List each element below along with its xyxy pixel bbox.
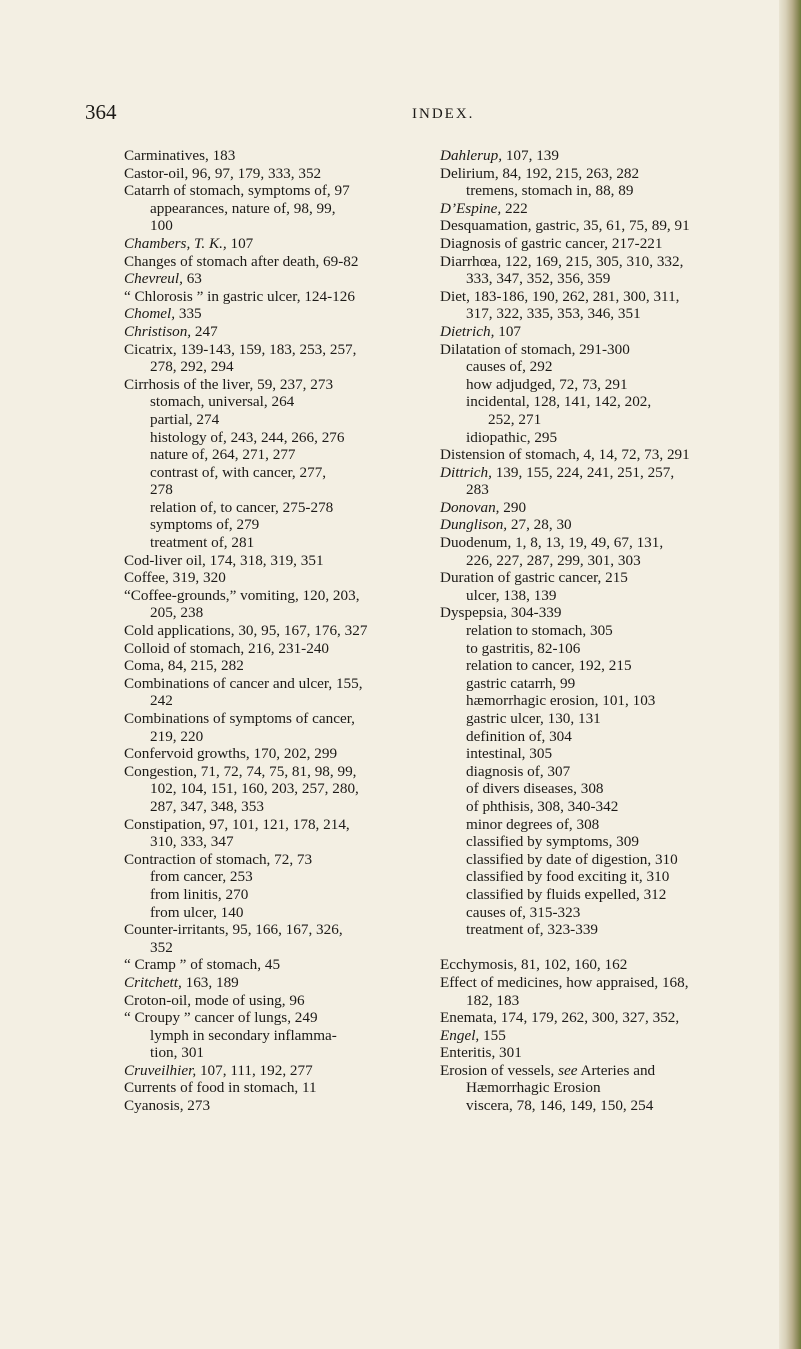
index-entry-text: Diagnosis of gastric cancer, 217-221 <box>440 234 663 252</box>
index-entry-text: Changes of stomach after death, 69-82 <box>124 252 359 270</box>
index-entry-text: 182, 183 <box>466 991 520 1009</box>
index-entry-text: idiopathic, 295 <box>466 428 558 446</box>
index-subentry <box>124 393 424 411</box>
index-subentry <box>440 1079 770 1097</box>
index-entry-text: 219, 220 <box>150 727 204 745</box>
index-entry-text: Delirium, 84, 192, 215, 263, 282 <box>440 164 640 182</box>
index-entry-text: 107, 139 <box>502 147 559 164</box>
index-entry <box>124 587 424 605</box>
index-subentry <box>440 921 770 939</box>
index-subentry <box>440 1097 770 1115</box>
index-entry-text: nature of, 264, 271, 277 <box>150 446 296 464</box>
index-entry <box>440 499 770 517</box>
index-entry-text: 107 <box>226 234 254 252</box>
index-entry <box>124 763 424 781</box>
index-entry <box>440 516 770 534</box>
index-entry-text: 139, 155, 224, 241, 251, 257, <box>491 463 675 481</box>
index-subentry <box>124 939 424 957</box>
index-entry <box>124 323 424 341</box>
index-subentry <box>440 393 770 411</box>
index-entry-text: minor degrees of, 308 <box>466 815 600 833</box>
index-entry-text: incidental, 128, 141, 142, 202, <box>466 393 652 411</box>
index-entry <box>124 851 424 869</box>
index-entry <box>124 675 424 693</box>
index-author-name: Engel, <box>440 1026 480 1044</box>
index-author-name: Dahlerup, <box>440 147 503 164</box>
index-author-name: Chevreul, <box>124 270 183 288</box>
index-entry-text: gastric catarrh, 99 <box>466 674 576 692</box>
index-entry-text: 310, 333, 347 <box>150 833 234 851</box>
index-entry-text: Constipation, 97, 101, 121, 178, 214, <box>124 815 350 833</box>
page-edge-shadow <box>779 0 801 1349</box>
index-entry-text: of phthisis, 308, 340-342 <box>466 797 619 815</box>
index-entry <box>124 1097 424 1115</box>
index-entry-text: 335 <box>175 305 202 323</box>
index-entry-text: treatment of, 281 <box>150 534 255 552</box>
index-entry <box>124 165 424 183</box>
index-author-name: Chomel, <box>124 305 176 323</box>
index-entry <box>124 182 424 200</box>
index-entry <box>124 305 424 323</box>
index-entry <box>440 1044 770 1062</box>
page-number: 364 <box>85 100 117 124</box>
index-entry-text: diagnosis of, 307 <box>466 762 571 780</box>
index-entry-text: from cancer, 253 <box>150 868 253 886</box>
index-subentry <box>124 534 424 552</box>
index-entry-text: to gastritis, 82-106 <box>466 639 581 657</box>
index-entry-text: 333, 347, 352, 356, 359 <box>466 270 611 288</box>
index-subentry <box>440 798 770 816</box>
index-subentry <box>124 481 424 499</box>
index-entry-text: Currents of food in stomach, 11 <box>124 1079 317 1097</box>
index-entry-text: Effect of medicines, how appraised, 168, <box>440 973 689 991</box>
index-entry <box>440 217 770 235</box>
index-subentry <box>124 868 424 886</box>
index-entry <box>440 147 770 165</box>
index-entry <box>124 569 424 587</box>
index-entry-text: classified by date of digestion, 310 <box>466 850 678 868</box>
index-entry <box>124 992 424 1010</box>
index-entry <box>124 1009 424 1027</box>
index-subentry <box>440 640 770 658</box>
index-subentry <box>124 904 424 922</box>
index-entry-text: Combinations of cancer and ulcer, 155, <box>124 674 363 692</box>
index-subentry <box>440 780 770 798</box>
index-subentry <box>124 358 424 376</box>
index-entry-text: 155 <box>479 1026 506 1044</box>
index-entry-text: Coffee, 319, 320 <box>124 569 226 587</box>
index-entry-text: partial, 274 <box>150 410 220 428</box>
index-entry-text: 242 <box>150 692 173 710</box>
index-entry-text: histology of, 243, 244, 266, 276 <box>150 428 345 446</box>
index-entry-text: appearances, nature of, 98, 99, <box>150 199 336 217</box>
index-entry <box>440 288 770 306</box>
index-entry <box>440 974 770 992</box>
index-entry-text: tremens, stomach in, 88, 89 <box>466 182 634 200</box>
index-subentry <box>440 622 770 640</box>
index-entry-text: Counter-irritants, 95, 166, 167, 326, <box>124 921 343 939</box>
index-subentry <box>124 780 424 798</box>
index-entry-text: Diarrhœa, 122, 169, 215, 305, 310, 332, <box>440 252 684 270</box>
index-entry-text: “ Chlorosis ” in gastric ulcer, 124-126 <box>124 287 355 305</box>
index-subentry <box>124 692 424 710</box>
index-subentry <box>440 429 770 447</box>
index-entry-text: Congestion, 71, 72, 74, 75, 81, 98, 99, <box>124 762 357 780</box>
index-entry-text: 205, 238 <box>150 604 204 622</box>
index-entry <box>440 1027 770 1045</box>
index-entry-text: from linitis, 270 <box>150 885 249 903</box>
index-entry-text: Coma, 84, 215, 282 <box>124 657 244 675</box>
index-subentry <box>124 429 424 447</box>
index-entry-text: 163, 189 <box>181 973 239 991</box>
index-subentry <box>124 1044 424 1062</box>
index-entry-text: Duration of gastric cancer, 215 <box>440 569 628 587</box>
index-subentry <box>124 200 424 218</box>
index-entry <box>124 640 424 658</box>
index-entry-text: gastric ulcer, 130, 131 <box>466 710 601 727</box>
index-subentry <box>440 481 770 499</box>
index-subentry <box>440 833 770 851</box>
index-entry <box>124 921 424 939</box>
index-entry-text: lymph in secondary inflamma- <box>150 1026 337 1044</box>
index-author-name: D’Espine, <box>440 199 502 217</box>
index-entry <box>440 464 770 482</box>
index-entry <box>124 552 424 570</box>
index-subentry <box>440 904 770 922</box>
index-entry <box>440 446 770 464</box>
index-entry <box>440 165 770 183</box>
index-subentry <box>440 692 770 710</box>
index-subentry <box>124 1027 424 1045</box>
index-entry-text: 278, 292, 294 <box>150 358 234 376</box>
index-entry <box>440 569 770 587</box>
index-entry-text: how adjudged, 72, 73, 291 <box>466 375 628 393</box>
index-entry-text: Croton-oil, mode of using, 96 <box>124 991 305 1009</box>
index-subentry <box>440 552 770 570</box>
index-entry-text: Colloid of stomach, 216, 231-240 <box>124 639 330 657</box>
index-subentry <box>124 464 424 482</box>
index-entry-text: Cyanosis, 273 <box>124 1097 211 1115</box>
index-entry-text: Dyspepsia, 304-339 <box>440 604 562 622</box>
index-entry-text: 287, 347, 348, 353 <box>150 797 264 815</box>
index-entry-text: Cicatrix, 139-143, 159, 183, 253, 257, <box>124 340 357 358</box>
index-author-name: Donovan, <box>440 498 500 516</box>
running-header: INDEX. <box>412 106 475 122</box>
index-subentry <box>440 728 770 746</box>
index-entry-text: 222 <box>501 199 528 217</box>
index-entry <box>440 323 770 341</box>
index-entry-text: stomach, universal, 264 <box>150 393 295 411</box>
index-subentry <box>440 763 770 781</box>
index-see-reference: see <box>558 1061 578 1079</box>
index-entry-text: 226, 227, 287, 299, 301, 303 <box>466 551 641 569</box>
index-entry <box>440 604 770 622</box>
index-author-name: Cruveilhier, <box>124 1061 197 1079</box>
index-subentry <box>124 217 424 235</box>
index-entry-text: 247 <box>191 322 218 340</box>
index-entry-text: relation to stomach, 305 <box>466 622 613 640</box>
index-entry-text: relation to cancer, 192, 215 <box>466 657 632 675</box>
index-entry-text: 278 <box>150 481 173 499</box>
index-subentry <box>124 499 424 517</box>
index-entry-text: 102, 104, 151, 160, 203, 257, 280, <box>150 780 359 798</box>
index-subentry <box>124 516 424 534</box>
index-entry-text: Carminatives, 183 <box>124 147 236 164</box>
index-entry <box>124 235 424 253</box>
index-entry-text: Cod-liver oil, 174, 318, 319, 351 <box>124 551 324 569</box>
index-subentry <box>440 587 770 605</box>
index-subentry <box>124 604 424 622</box>
index-entry-text: causes of, 315-323 <box>466 903 581 921</box>
index-subentry <box>440 270 770 288</box>
index-subentry <box>440 851 770 869</box>
index-subentry <box>124 833 424 851</box>
index-subentry <box>440 992 770 1010</box>
index-entry-text: of divers diseases, 308 <box>466 780 604 798</box>
index-entry <box>124 657 424 675</box>
index-entry-text: Contraction of stomach, 72, 73 <box>124 850 313 868</box>
index-entry-text: Enemata, 174, 179, 262, 300, 327, 352, <box>440 1009 680 1027</box>
index-subentry <box>440 745 770 763</box>
index-entry-text: Duodenum, 1, 8, 13, 19, 49, 67, 131, <box>440 534 664 552</box>
index-subentry <box>440 710 770 728</box>
index-author-name: Chambers, T. K., <box>124 234 227 252</box>
index-entry <box>124 1062 424 1080</box>
index-entry <box>440 1062 770 1080</box>
index-subentry <box>440 358 770 376</box>
index-entry-text: Hæmorrhagic Erosion <box>466 1079 601 1097</box>
index-entry-text: 352 <box>150 938 173 956</box>
index-entry <box>124 974 424 992</box>
index-entry-text: hæmorrhagic erosion, 101, 103 <box>466 692 656 710</box>
index-entry-text: viscera, 78, 146, 149, 150, 254 <box>466 1097 654 1115</box>
index-entry-text: “Coffee-grounds,” vomiting, 120, 203, <box>124 586 360 604</box>
index-entry <box>440 534 770 552</box>
index-subentry <box>124 411 424 429</box>
index-entry <box>440 956 770 974</box>
index-entry-text: 27, 28, 30 <box>507 516 572 534</box>
index-entry-text: symptoms of, 279 <box>150 516 260 534</box>
index-subentry <box>440 886 770 904</box>
index-entry-text: 107, 111, 192, 277 <box>196 1061 313 1079</box>
index-entry-text: Combinations of symptoms of cancer, <box>124 710 355 727</box>
index-entry-text: 317, 322, 335, 353, 346, 351 <box>466 305 641 323</box>
index-entry-text: Dilatation of stomach, 291-300 <box>440 340 630 358</box>
index-subentry <box>440 868 770 886</box>
index-subentry <box>124 446 424 464</box>
index-subentry <box>440 675 770 693</box>
index-entry <box>124 956 424 974</box>
index-entry-text: definition of, 304 <box>466 727 572 745</box>
index-column-right <box>440 147 770 1115</box>
index-entry-text: tion, 301 <box>150 1044 205 1062</box>
index-entry <box>124 816 424 834</box>
index-entry-text: Desquamation, gastric, 35, 61, 75, 89, 91 <box>440 217 690 235</box>
index-entry-text: Cold applications, 30, 95, 167, 176, 327 <box>124 622 368 640</box>
index-subentry <box>124 886 424 904</box>
index-subentry <box>440 376 770 394</box>
index-author-name: Dunglison, <box>440 516 508 534</box>
index-entry <box>124 147 424 165</box>
index-entry-text: 63 <box>182 270 202 288</box>
index-entry <box>124 1079 424 1097</box>
index-entry <box>124 270 424 288</box>
index-entry-text: Distension of stomach, 4, 14, 72, 73, 291 <box>440 446 690 464</box>
index-entry-text: Catarrh of stomach, symptoms of, 97 <box>124 182 350 200</box>
index-entry-text: classified by fluids expelled, 312 <box>466 885 667 903</box>
index-entry-text: intestinal, 305 <box>466 745 553 763</box>
index-entry <box>440 253 770 271</box>
index-subentry <box>440 657 770 675</box>
index-entry-text: Castor-oil, 96, 97, 179, 333, 352 <box>124 164 322 182</box>
index-subentry <box>440 305 770 323</box>
index-gap <box>440 939 770 957</box>
index-entry-text: Arteries and <box>577 1061 656 1079</box>
index-entry-text: 283 <box>466 481 489 499</box>
index-column-left <box>124 147 424 1115</box>
index-entry-text: 290 <box>499 498 527 516</box>
index-entry <box>124 288 424 306</box>
index-entry <box>440 200 770 218</box>
index-entry <box>124 253 424 271</box>
index-subentry <box>440 411 770 429</box>
index-entry-text: 107 <box>494 322 521 340</box>
index-entry <box>124 341 424 359</box>
index-entry <box>124 710 424 728</box>
index-entry-text: ulcer, 138, 139 <box>466 586 557 604</box>
index-author-name: Christison, <box>124 322 192 340</box>
index-entry <box>440 235 770 253</box>
index-author-name: Dittrich, <box>440 463 492 481</box>
index-entry-text: “ Cramp ” of stomach, 45 <box>124 956 281 974</box>
index-entry-text: classified by food exciting it, 310 <box>466 868 670 886</box>
index-entry-text: Ecchymosis, 81, 102, 160, 162 <box>440 956 628 974</box>
index-entry-text: classified by symptoms, 309 <box>466 833 639 851</box>
index-entry-text: Enteritis, 301 <box>440 1044 522 1062</box>
index-entry-text: 252, 271 <box>488 410 542 428</box>
index-entry <box>440 341 770 359</box>
index-entry <box>124 745 424 763</box>
index-entry <box>124 376 424 394</box>
index-entry-text: Confervoid growths, 170, 202, 299 <box>124 745 338 763</box>
index-entry-text: Erosion of vessels, <box>440 1061 559 1079</box>
index-author-name: Critchett, <box>124 973 182 991</box>
index-entry-text: “ Croupy ” cancer of lungs, 249 <box>124 1009 318 1027</box>
index-subentry <box>440 182 770 200</box>
index-subentry <box>440 816 770 834</box>
index-entry <box>440 1009 770 1027</box>
index-entry-text: Cirrhosis of the liver, 59, 237, 273 <box>124 375 334 393</box>
index-subentry <box>124 728 424 746</box>
index-entry-text: relation of, to cancer, 275-278 <box>150 498 334 516</box>
index-author-name: Dietrich, <box>440 322 495 340</box>
index-entry <box>124 622 424 640</box>
index-entry-text: Diet, 183-186, 190, 262, 281, 300, 311, <box>440 287 680 305</box>
index-subentry <box>124 798 424 816</box>
index-entry-text: from ulcer, 140 <box>150 903 244 921</box>
index-entry-text: treatment of, 323-339 <box>466 921 599 939</box>
index-entry-text: causes of, 292 <box>466 358 553 376</box>
index-entry-text: contrast of, with cancer, 277, <box>150 463 327 481</box>
index-entry-text: 100 <box>150 217 173 235</box>
